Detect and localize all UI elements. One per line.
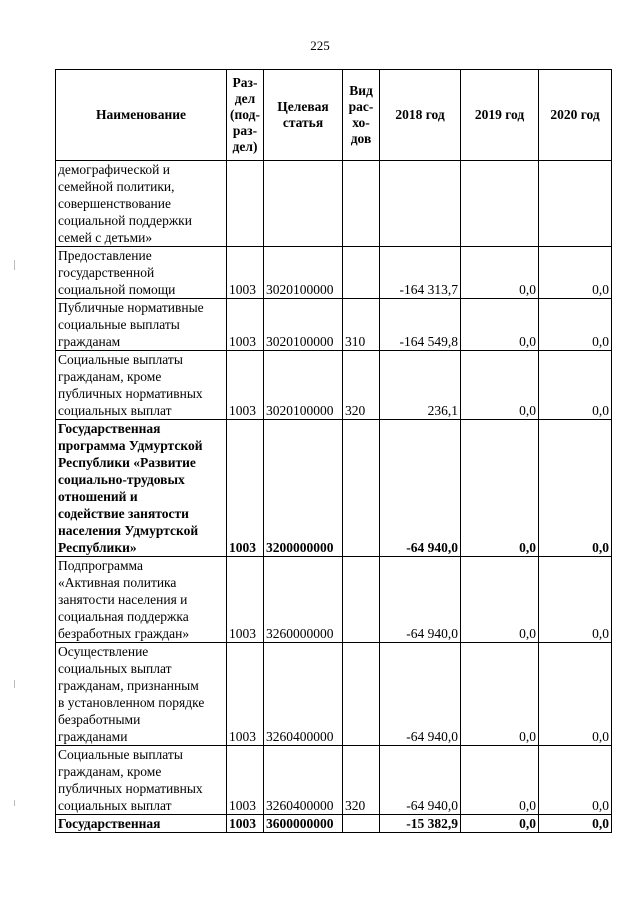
row-vid [343, 247, 380, 299]
scan-mark-left [14, 680, 15, 688]
row-vid [343, 815, 380, 833]
row-target: 3260400000 [264, 643, 343, 746]
row-section [227, 161, 264, 247]
row-name: Государственная [56, 815, 227, 833]
row-target: 3260000000 [264, 557, 343, 643]
row-target: 3020100000 [264, 351, 343, 420]
header-2018: 2018 год [380, 70, 461, 161]
row-name: Социальные выплаты гражданам, кроме публичных нормативных социальных выплат [56, 746, 227, 815]
row-name: Осуществление социальных выплат гражданам, признанным в установленном порядке безработными гражданами [56, 643, 227, 746]
row-target: 3200000000 [264, 420, 343, 557]
row-target: 3260400000 [264, 746, 343, 815]
row-vid [343, 420, 380, 557]
row-vid: 320 [343, 351, 380, 420]
row-2019 [461, 161, 539, 247]
row-2019: 0,0 [461, 557, 539, 643]
table-row [56, 815, 612, 833]
table-row [56, 351, 612, 420]
row-vid: 310 [343, 299, 380, 351]
table-row [56, 420, 612, 557]
row-name: демографической и семейной политики, совершенствование социальной поддержки семей с детьми» [56, 161, 227, 247]
row-2020: 0,0 [539, 643, 612, 746]
row-2018: -15 382,9 [380, 815, 461, 833]
row-target: 3020100000 [264, 247, 343, 299]
row-target [264, 161, 343, 247]
header-section: Раз- дел (под- раз- дел) [227, 70, 264, 161]
row-vid [343, 557, 380, 643]
row-name: Государственная программа Удмуртской Республики «Развитие социально-трудовых отношений и содействие занятости населения Удмуртской Республики» [56, 420, 227, 557]
row-vid [343, 643, 380, 746]
row-2019: 0,0 [461, 746, 539, 815]
row-section: 1003 [227, 815, 264, 833]
row-section: 1003 [227, 299, 264, 351]
row-vid [343, 161, 380, 247]
row-2018: -64 940,0 [380, 643, 461, 746]
row-name: Социальные выплаты гражданам, кроме публичных нормативных социальных выплат [56, 351, 227, 420]
table-row [56, 247, 612, 299]
row-2020: 0,0 [539, 746, 612, 815]
header-target: Целевая статья [264, 70, 343, 161]
row-2019: 0,0 [461, 351, 539, 420]
row-2020: 0,0 [539, 420, 612, 557]
row-2020: 0,0 [539, 557, 612, 643]
row-2020: 0,0 [539, 299, 612, 351]
header-2019: 2019 год [461, 70, 539, 161]
row-name: Публичные нормативные социальные выплаты гражданам [56, 299, 227, 351]
row-section: 1003 [227, 746, 264, 815]
table-row [56, 299, 612, 351]
table-row [56, 557, 612, 643]
row-section: 1003 [227, 420, 264, 557]
row-2019: 0,0 [461, 643, 539, 746]
row-2020: 0,0 [539, 815, 612, 833]
row-2018: -164 313,7 [380, 247, 461, 299]
scan-mark-left [14, 800, 15, 806]
table-row [56, 746, 612, 815]
budget-table [55, 69, 612, 833]
row-target: 3020100000 [264, 299, 343, 351]
row-2018: -64 940,0 [380, 746, 461, 815]
row-2019: 0,0 [461, 299, 539, 351]
row-section: 1003 [227, 643, 264, 746]
row-2020: 0,0 [539, 247, 612, 299]
scan-mark-left [14, 260, 15, 270]
row-section: 1003 [227, 351, 264, 420]
row-target: 3600000000 [264, 815, 343, 833]
row-section: 1003 [227, 247, 264, 299]
row-2018 [380, 161, 461, 247]
row-vid: 320 [343, 746, 380, 815]
header-2020: 2020 год [539, 70, 612, 161]
row-name: Предоставление государственной социальной помощи [56, 247, 227, 299]
table-row [56, 161, 612, 247]
row-2019: 0,0 [461, 815, 539, 833]
row-2020 [539, 161, 612, 247]
row-2020: 0,0 [539, 351, 612, 420]
page-number: 225 [310, 38, 330, 53]
header-name: Наименование [56, 70, 227, 161]
row-name: Подпрограмма «Активная политика занятости населения и социальная поддержка безработных граждан» [56, 557, 227, 643]
row-section: 1003 [227, 557, 264, 643]
row-2019: 0,0 [461, 420, 539, 557]
row-2018: 236,1 [380, 351, 461, 420]
header-vid: Вид рас- хо- дов [343, 70, 380, 161]
row-2018: -64 940,0 [380, 557, 461, 643]
table-row [56, 643, 612, 746]
row-2018: -64 940,0 [380, 420, 461, 557]
row-2018: -164 549,8 [380, 299, 461, 351]
row-2019: 0,0 [461, 247, 539, 299]
